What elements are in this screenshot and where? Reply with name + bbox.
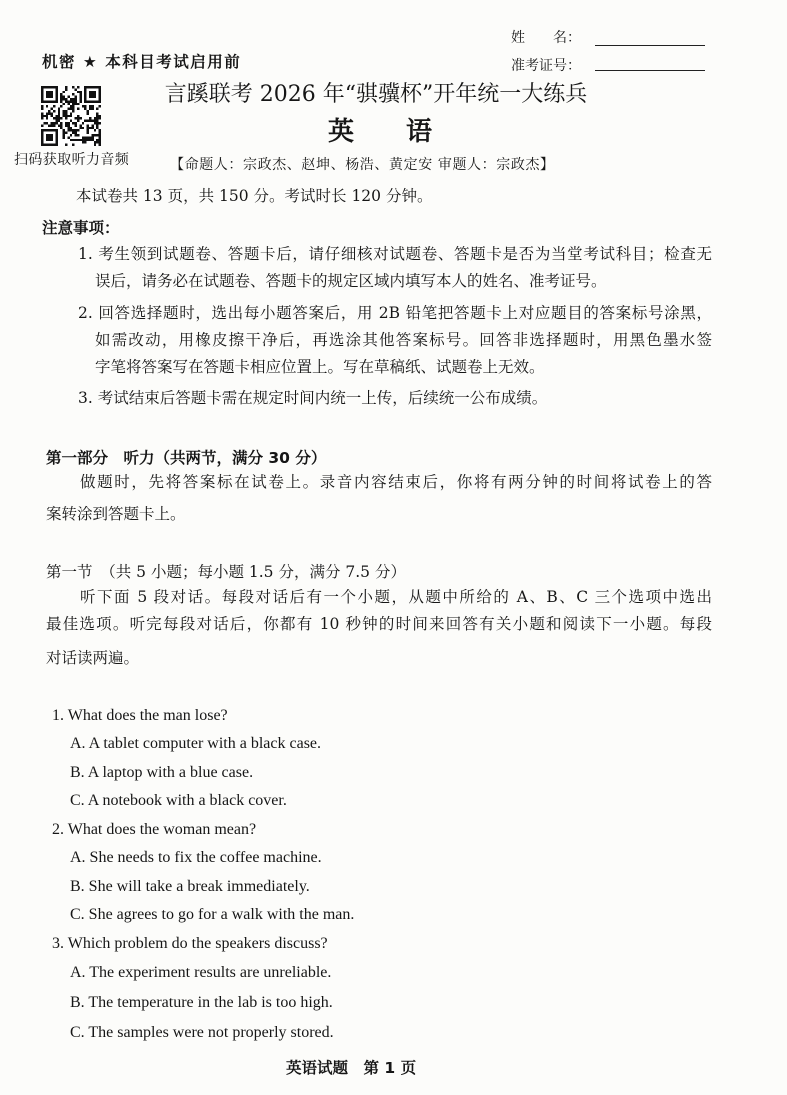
confidential-notice: 机密 ★ 本科目考试启用前: [42, 53, 242, 71]
authors-line: 【命题人：宗政杰、赵坤、杨浩、黄定安 审题人：宗政杰】: [170, 157, 555, 173]
part1-instructions-line-1: 做题时，先将答案标在试卷上。录音内容结束后，你将有两分钟的时间将试卷上的答: [80, 473, 712, 491]
part1-instructions-line-2: 案转涂到答题卡上。: [46, 505, 186, 523]
part1-heading: 第一部分 听力（共两节，满分 30 分）: [46, 449, 327, 467]
section1-instructions-line-3: 对话读两遍。: [46, 649, 140, 667]
notes-item-1-line-2: 误后，请务必在试题卷、答题卡的规定区域内填写本人的姓名、准考证号。: [95, 272, 607, 290]
question-2-option-c: C. She agrees to go for a walk with the man.: [70, 906, 355, 923]
name-underline: [595, 45, 705, 46]
question-1-option-a: A. A tablet computer with a black case.: [70, 735, 322, 752]
subject-title: 英 语: [327, 117, 432, 147]
question-2-stem: 2. What does the woman mean?: [52, 821, 257, 838]
question-1-option-c: C. A notebook with a black cover.: [70, 792, 287, 809]
notes-item-2-line-3: 字笔将答案写在答题卡相应位置上。写在草稿纸、试题卷上无效。: [95, 358, 545, 376]
section1-instructions-line-1: 听下面 5 段对话。每段对话后有一个小题，从题中所给的 A、B、C 三个选项中选出: [80, 588, 712, 606]
exam-intro: 本试卷共 13 页，共 150 分。考试时长 120 分钟。: [76, 187, 433, 205]
question-2-option-b: B. She will take a break immediately.: [70, 878, 310, 895]
question-3-stem: 3. Which problem do the speakers discuss?: [52, 935, 328, 952]
question-1-stem: 1. What does the man lose?: [52, 707, 228, 724]
question-3-option-b: B. The temperature in the lab is too high.: [70, 994, 333, 1011]
section1-instructions-line-2: 最佳选项。听完每段对话后，你都有 10 秒钟的时间来回答有关小题和阅读下一小题。每段: [46, 615, 712, 633]
question-3-option-c: C. The samples were not properly stored.: [70, 1024, 334, 1041]
exam-number-label: 准考证号：: [511, 58, 581, 74]
question-1-option-b: B. A laptop with a blue case.: [70, 764, 254, 781]
exam-number-underline: [595, 70, 705, 71]
qr-caption: 扫码获取听力音频: [14, 152, 130, 168]
exam-title: 言蹊联考 2026 年“骐骥杯”开年统一大练兵: [164, 82, 588, 107]
name-label: 姓 名：: [511, 30, 581, 46]
section1-heading: 第一节 （共 5 小题；每小题 1.5 分，满分 7.5 分）: [46, 563, 406, 581]
question-3-option-a: A. The experiment results are unreliable.: [70, 964, 332, 981]
qr-code: [41, 86, 101, 146]
notes-item-2-line-2: 如需改动，用橡皮擦干净后，再选涂其他答案标号。回答非选择题时，用黑色墨水签: [95, 331, 712, 349]
notes-heading: 注意事项：: [42, 219, 120, 237]
notes-item-1-line-1: 1. 考生领到试题卷、答题卡后，请仔细核对试题卷、答题卡是否为当堂考试科目；检查无: [78, 245, 712, 263]
notes-item-2-line-1: 2. 回答选择题时，选出每小题答案后，用 2B 铅笔把答题卡上对应题目的答案标号涂黑，: [78, 304, 712, 322]
page-footer: 英语试题 第 1 页: [286, 1059, 417, 1077]
question-2-option-a: A. She needs to fix the coffee machine.: [70, 849, 322, 866]
notes-item-3-line-1: 3. 考试结束后答题卡需在规定时间内统一上传，后续统一公布成绩。: [78, 389, 548, 407]
